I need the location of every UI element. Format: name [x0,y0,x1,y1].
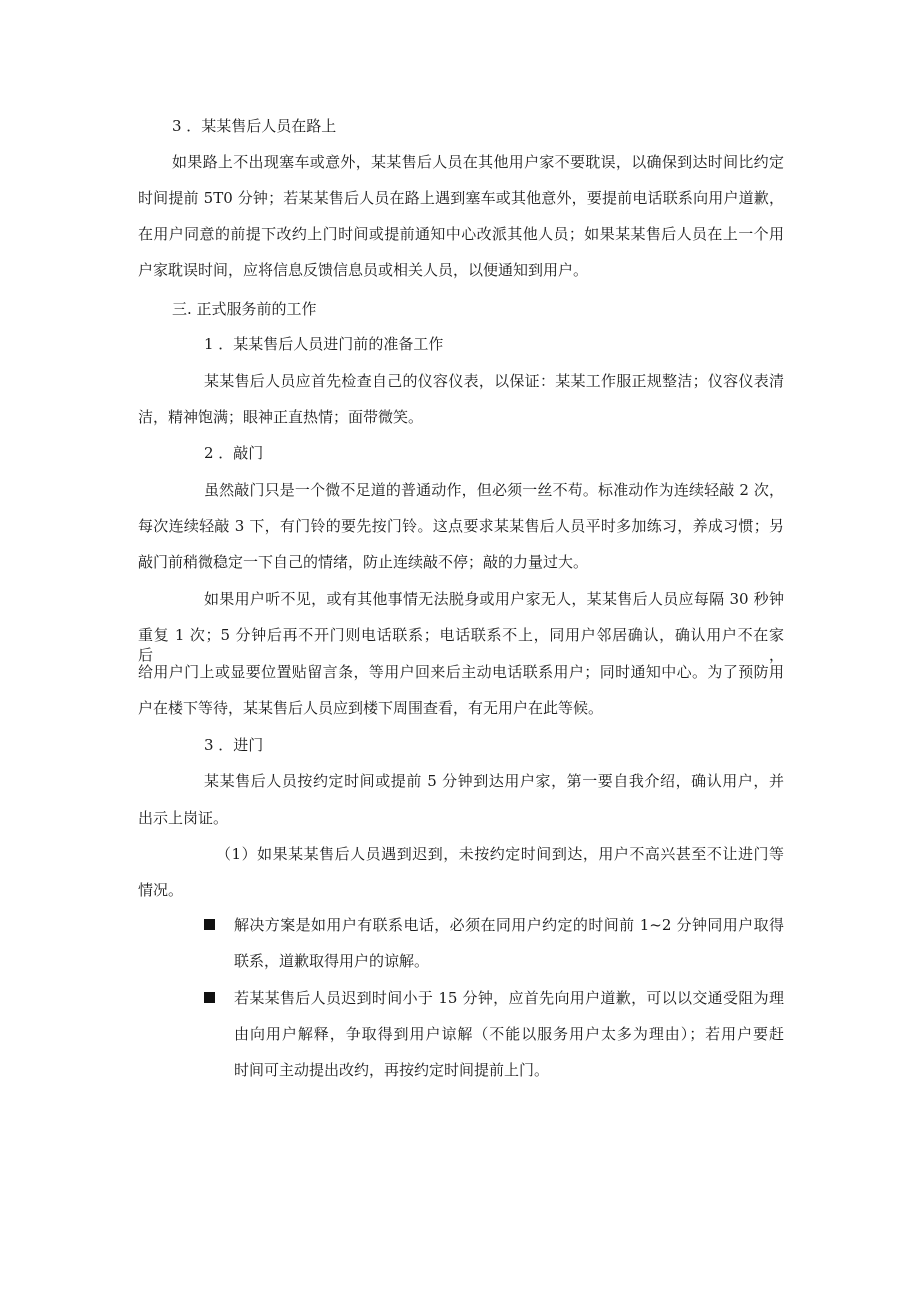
paragraph-line: 洁，精神饱满；眼神正直热情；面带微笑。 [138,408,424,426]
paragraph-line: 在用户同意的前提下改约上门时间或提前通知中心改派其他人员；如果某某售后人员在上一个用 [138,225,784,243]
item-heading: 1 ．某某售后人员进门前的准备工作 [204,335,444,353]
bullet-square-icon [204,992,215,1003]
paragraph-line: 重复 1 次；5 分钟后再不开门则电话联系；电话联系不上，同用户邻居确认，确认用户不在家后， [138,626,784,664]
paragraph-line: 给用户门上或显要位置贴留言条，等用户回来后主动电话联系用户；同时通知中心。为了预防用 [138,663,784,681]
bullet-line: 联系，道歉取得用户的谅解。 [234,952,430,970]
paragraph-line: 虽然敲门只是一个微不足道的普通动作，但必须一丝不苟。标准动作为连续轻敲 2 次， [204,481,784,499]
bullet-line: 时间可主动提出改约，再按约定时间提前上门。 [234,1061,550,1079]
paragraph-line: 户家耽误时间，应将信息反馈信息员或相关人员，以便通知到用户。 [138,261,589,279]
bullet-square-icon [204,919,215,930]
paragraph-line: （1）如果某某售后人员遇到迟到，未按约定时间到达，用户不高兴甚至不让进门等 [216,845,784,863]
paragraph-line: 每次连续轻敲 3 下，有门铃的要先按门铃。这点要求某某售后人员平时多加练习，养成习惯；另 [138,517,784,535]
item-heading: 3 ．进门 [204,736,264,754]
paragraph-line: 如果路上不出现塞车或意外，某某售后人员在其他用户家不要耽误，以确保到达时间比约定 [172,153,784,171]
section-heading: 三. 正式服务前的工作 [172,300,317,318]
paragraph-line: 某某售后人员应首先检查自己的仪容仪表，以保证：某某工作服正规整洁；仪容仪表清 [204,372,784,390]
bullet-line: 解决方案是如用户有联系电话，必须在同用户约定的时间前 1~2 分钟同用户取得 [234,916,784,934]
paragraph-line: 如果用户听不见，或有其他事情无法脱身或用户家无人，某某售后人员应每隔 30 秒钟 [204,590,784,608]
paragraph-line: 出示上岗证。 [138,809,229,827]
paragraph-line: 时间提前 5T0 分钟；若某某售后人员在路上遇到塞车或其他意外，要提前电话联系向用户道歉， [138,189,784,207]
paragraph-line: 某某售后人员按约定时间或提前 5 分钟到达用户家，第一要自我介绍，确认用户，并 [204,772,784,790]
paragraph-line: 情况。 [138,881,184,899]
paragraph-line: 敲门前稍微稳定一下自己的情绪，防止连续敲不停；敲的力量过大。 [138,553,589,571]
paragraph-line: 户在楼下等待，某某售后人员应到楼下周围查看，有无用户在此等候。 [138,699,604,717]
bullet-line: 由向用户解释，争取得到用户谅解（不能以服务用户太多为理由）；若用户要赶 [234,1025,784,1043]
item-heading: 2 ．敲门 [204,444,264,462]
section-heading: 3 ．某某售后人员在路上 [172,117,337,135]
bullet-line: 若某某售后人员迟到时间小于 15 分钟，应首先向用户道歉，可以以交通受阻为理 [234,989,784,1007]
